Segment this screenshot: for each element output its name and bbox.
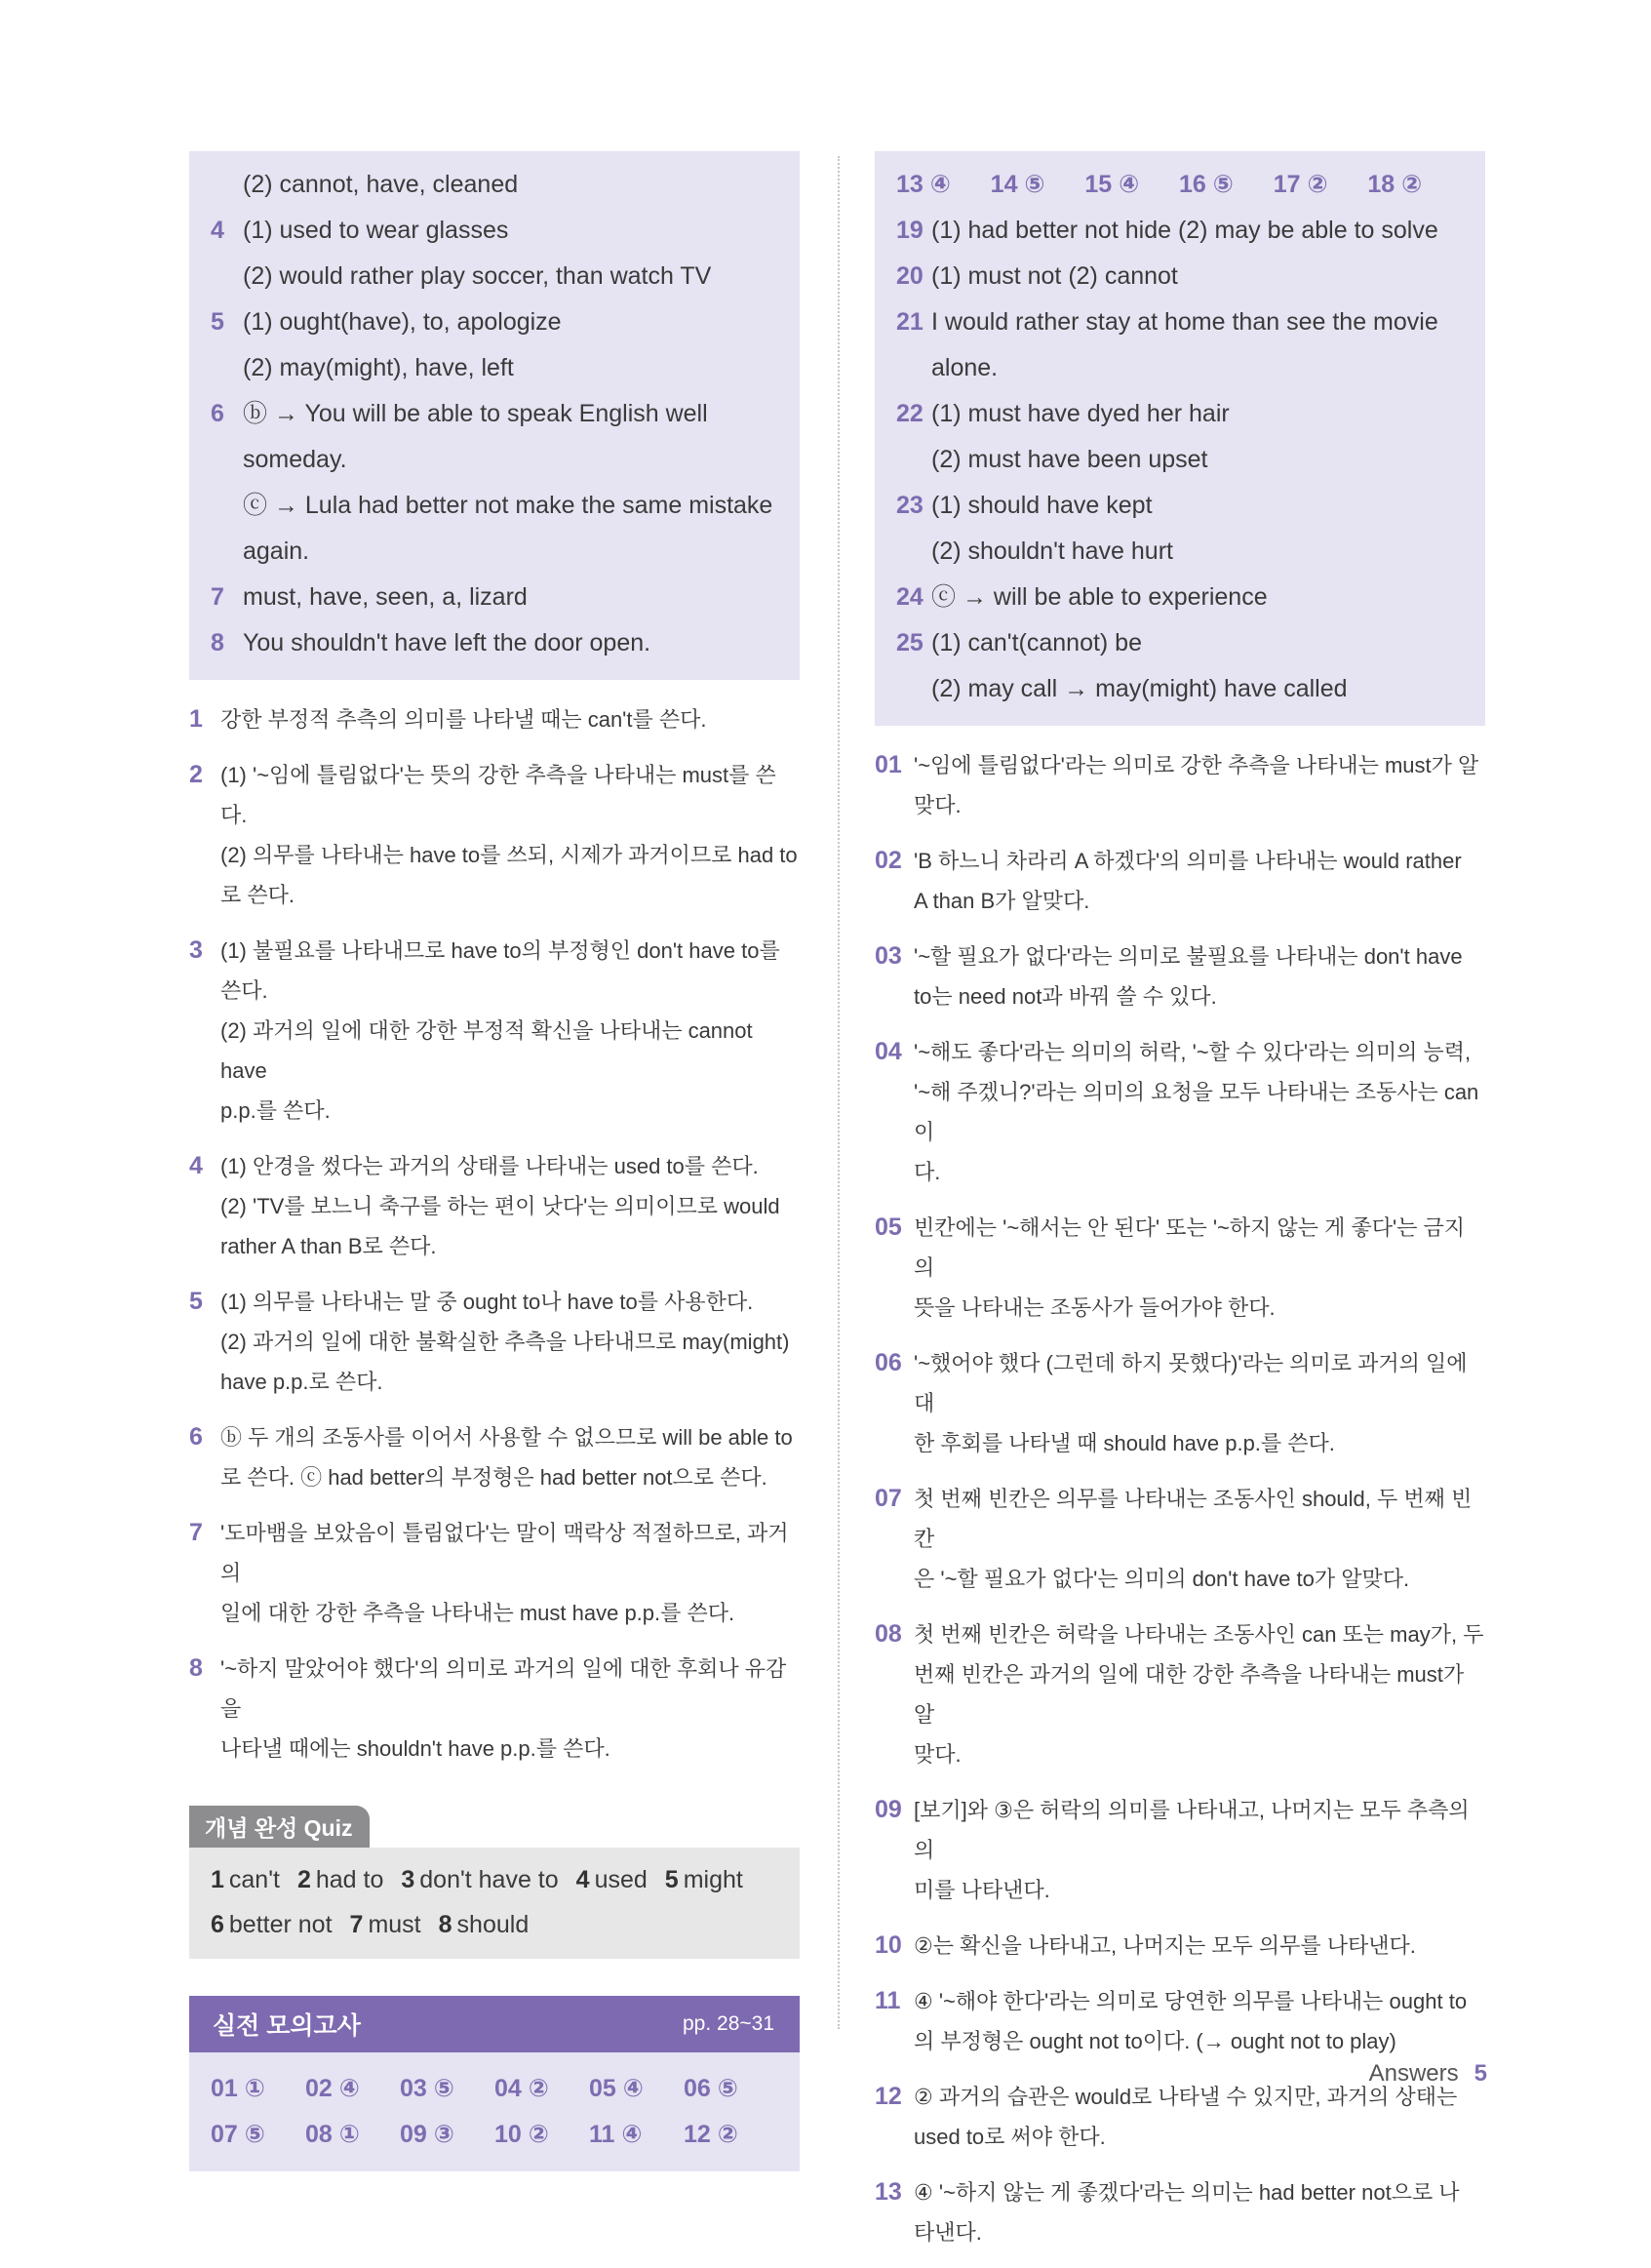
answer-line xyxy=(896,345,1462,391)
explanation-line: '~하지 말았어야 했다'의 의미로 과거의 일에 대한 후회나 유감을 xyxy=(220,1656,787,1721)
test-answer: 10 ② xyxy=(494,2121,549,2148)
answer-text: (2) cannot, have, cleaned xyxy=(243,171,519,198)
answer-item: 18 ② xyxy=(1367,171,1423,198)
explanation-line: '~임에 틀림없다'라는 의미로 강한 추측을 나타내는 must가 알 xyxy=(914,753,1479,777)
explanation-number: 04 xyxy=(875,1038,902,1065)
quiz-answer: used xyxy=(594,1866,648,1893)
explanation-number: 12 xyxy=(875,2083,902,2110)
explanation-item xyxy=(875,745,1485,825)
explanation-number: 02 xyxy=(875,847,902,874)
test-answer: 08 ① xyxy=(305,2121,360,2148)
answer-text: (1) ought(have), to, apologize xyxy=(243,308,562,336)
explanation-line: (1) 안경을 썼다는 과거의 상태를 나타내는 used to를 쓴다. xyxy=(220,1154,759,1178)
left-explanations xyxy=(189,699,800,1769)
left-answer-box xyxy=(189,151,800,680)
answer-line xyxy=(896,208,1462,254)
answer-text: again. xyxy=(243,537,310,565)
explanation-number: 7 xyxy=(189,1519,203,1546)
explanation-line: 맞다. xyxy=(914,793,962,817)
quiz-answer: can't xyxy=(228,1866,280,1893)
explanation-line: 은 '~할 필요가 없다'는 의미의 don't have to가 알맞다. xyxy=(914,1567,1410,1591)
explanation-text xyxy=(914,745,1485,825)
explanation-item xyxy=(875,1208,1485,1328)
answer-item: 17 ② xyxy=(1273,171,1328,198)
footer-label: Answers xyxy=(1368,2060,1459,2087)
explanation-text xyxy=(220,1513,800,1633)
test-answer: 07 ⑤ xyxy=(211,2121,265,2148)
answer-text: ⓒ → Lula had better not make the same mistake xyxy=(243,492,773,519)
answer-line xyxy=(211,437,776,483)
right-answer-box xyxy=(875,151,1485,726)
answer-number: 7 xyxy=(211,583,224,611)
test-row xyxy=(211,2112,778,2158)
answer-number: 19 xyxy=(896,217,924,244)
quiz-answer: must xyxy=(368,1911,421,1938)
answer-number: 20 xyxy=(896,262,924,290)
explanation-line: 빈칸에는 '~해서는 안 된다' 또는 '~하지 않는 게 좋다'는 금지의 xyxy=(914,1215,1466,1280)
answer-number: 21 xyxy=(896,308,924,336)
test-answer: 06 ⑤ xyxy=(684,2075,738,2102)
answer-number: 8 xyxy=(211,629,224,657)
explanation-number: 2 xyxy=(189,761,203,788)
answer-line xyxy=(211,529,776,575)
quiz-answer: don't have to xyxy=(419,1866,559,1893)
test-answer: 03 ⑤ xyxy=(400,2075,454,2102)
explanation-line: 나타낼 때에는 shouldn't have p.p.를 쓴다. xyxy=(220,1736,610,1761)
test-header xyxy=(189,1996,800,2052)
quiz-box xyxy=(189,1848,800,1959)
explanation-line: (1) '~임에 틀림없다'는 뜻의 강한 추측을 나타내는 must를 쓴다. xyxy=(220,763,776,827)
explanation-text xyxy=(914,1614,1485,1774)
explanation-line: 일에 대한 강한 추측을 나타내는 must have p.p.를 쓴다. xyxy=(220,1601,735,1625)
quiz-number: 4 xyxy=(575,1866,590,1893)
answer-text: someday. xyxy=(243,446,347,473)
quiz-number: 8 xyxy=(438,1911,452,1938)
explanation-item xyxy=(875,1926,1485,1966)
explanation-number: 01 xyxy=(875,751,902,778)
explanation-number: 1 xyxy=(189,705,203,733)
explanation-line: p.p.를 쓴다. xyxy=(220,1098,331,1123)
quiz-number: 3 xyxy=(401,1866,415,1893)
explanation-number: 11 xyxy=(875,1987,901,2014)
explanation-text xyxy=(220,1649,800,1769)
explanation-item xyxy=(189,1417,800,1497)
explanation-line: '~할 필요가 없다'라는 의미로 불필요를 나타내는 don't have xyxy=(914,944,1463,969)
page-footer xyxy=(1369,2060,1487,2088)
answer-line xyxy=(896,483,1462,529)
test-answer: 09 ③ xyxy=(400,2121,454,2148)
test-answer: 02 ④ xyxy=(305,2075,360,2102)
answer-line xyxy=(896,254,1462,299)
answer-line xyxy=(211,483,776,529)
explanation-line: (2) 과거의 일에 대한 불확실한 추측을 나타내므로 may(might) xyxy=(220,1330,790,1354)
test-pages: pp. 28~31 xyxy=(682,2012,774,2035)
answer-number: 4 xyxy=(211,217,224,244)
explanation-text xyxy=(220,931,800,1131)
explanation-text xyxy=(914,936,1485,1016)
explanation-line: 첫 번째 빈칸은 허락을 나타내는 조동사인 can 또는 may가, 두 xyxy=(914,1622,1484,1647)
answer-text: I would rather stay at home than see the movie xyxy=(931,308,1438,336)
answer-item: 13 ④ xyxy=(896,171,951,198)
answer-line xyxy=(211,345,776,391)
explanation-line: '~해 주겠니?'라는 의미의 요청을 모두 나타내는 조동사는 can이 xyxy=(914,1080,1479,1144)
answer-line xyxy=(211,391,776,437)
answer-text: (1) had better not hide (2) may be able to solve xyxy=(931,217,1438,244)
answer-number: 22 xyxy=(896,400,924,427)
explanation-line: used to로 써야 한다. xyxy=(914,2125,1106,2149)
answer-text: ⓑ → You will be able to speak English well xyxy=(243,400,708,427)
quiz-row xyxy=(211,1902,778,1947)
answer-text: (2) may(might), have, left xyxy=(243,354,514,381)
explanation-line: 타낸다. xyxy=(914,2220,982,2245)
answer-text: (1) must not (2) cannot xyxy=(931,262,1178,290)
explanation-text xyxy=(914,2172,1485,2252)
quiz-answer: should xyxy=(456,1911,530,1938)
explanation-line: (2) 과거의 일에 대한 강한 부정적 확신을 나타내는 cannot have xyxy=(220,1018,753,1083)
explanation-number: 8 xyxy=(189,1654,203,1682)
explanation-line: (2) 'TV를 보느니 축구를 하는 편이 낫다'는 의미이므로 would xyxy=(220,1194,780,1218)
answer-text: (2) may call → may(might) have called xyxy=(931,675,1348,702)
explanation-item xyxy=(189,1513,800,1633)
answer-row-13-18 xyxy=(896,162,1462,208)
explanation-line: (2) 의무를 나타내는 have to를 쓰되, 시제가 과거이므로 had to xyxy=(220,843,798,867)
explanation-line: '~해도 좋다'라는 의미의 허락, '~할 수 있다'라는 의미의 능력, xyxy=(914,1040,1472,1064)
answer-line xyxy=(896,620,1462,666)
explanation-line: 의 부정형은 ought not to이다. (→ ought not to play) xyxy=(914,2029,1396,2053)
answer-text: must, have, seen, a, lizard xyxy=(243,583,528,611)
answer-number: 6 xyxy=(211,400,224,427)
answer-item: 15 ④ xyxy=(1084,171,1140,198)
explanation-line: 번째 빈칸은 과거의 일에 대한 강한 추측을 나타내는 must가 알 xyxy=(914,1662,1465,1727)
answer-number: 24 xyxy=(896,583,924,611)
explanation-line: ② 과거의 습관은 would로 나타낼 수 있지만, 과거의 상태는 xyxy=(914,2085,1458,2109)
quiz-number: 2 xyxy=(296,1866,311,1893)
explanation-item xyxy=(189,1146,800,1266)
test-title: 실전 모의고사 xyxy=(213,2012,361,2040)
explanation-line: ②는 확신을 나타내고, 나머지는 모두 의무를 나타낸다. xyxy=(914,1933,1416,1958)
explanation-item xyxy=(189,1649,800,1769)
explanation-text xyxy=(914,1926,1485,1966)
answer-line xyxy=(211,299,776,345)
test-answer: 05 ④ xyxy=(589,2075,644,2102)
explanation-text xyxy=(914,1790,1485,1910)
explanation-line: 맞다. xyxy=(914,1742,962,1767)
explanation-number: 03 xyxy=(875,942,902,970)
explanation-item xyxy=(875,1343,1485,1463)
explanation-line: 'B 하느니 차라리 A 하겠다'의 의미를 나타내는 would rather xyxy=(914,849,1462,873)
answer-text: (2) must have been upset xyxy=(931,446,1208,473)
explanation-line: to는 need not과 바꿔 쓸 수 있다. xyxy=(914,984,1217,1009)
answer-text: (1) must have dyed her hair xyxy=(931,400,1230,427)
explanation-line: ④ '~하지 않는 게 좋겠다'라는 의미는 had better not으로 나 xyxy=(914,2180,1460,2205)
quiz-number: 7 xyxy=(349,1911,364,1938)
answer-line xyxy=(211,254,776,299)
explanation-number: 6 xyxy=(189,1423,203,1451)
explanation-number: 06 xyxy=(875,1349,902,1376)
explanation-number: 13 xyxy=(875,2178,902,2206)
explanation-text xyxy=(220,699,800,739)
test-answer-box xyxy=(189,2052,800,2171)
explanation-text xyxy=(914,2077,1485,2157)
quiz-answer: had to xyxy=(315,1866,384,1893)
explanation-line: [보기]와 ③은 허락의 의미를 나타내고, 나머지는 모두 추측의 의 xyxy=(914,1798,1470,1862)
explanation-item xyxy=(875,1790,1485,1910)
explanation-line: have p.p.로 쓴다. xyxy=(220,1370,383,1394)
test-answer: 11 ④ xyxy=(589,2121,643,2148)
explanation-line: 한 후회를 나타낼 때 should have p.p.를 쓴다. xyxy=(914,1431,1335,1455)
answer-line xyxy=(896,529,1462,575)
answer-line xyxy=(896,391,1462,437)
explanation-number: 05 xyxy=(875,1214,902,1241)
quiz-label: 개념 완성 Quiz xyxy=(189,1806,370,1848)
answer-line xyxy=(896,437,1462,483)
explanation-item xyxy=(875,2172,1485,2252)
explanation-text xyxy=(220,1146,800,1266)
explanation-number: 10 xyxy=(875,1931,902,1959)
right-explanations xyxy=(875,745,1485,2252)
answer-text: (1) should have kept xyxy=(931,492,1153,519)
explanation-text xyxy=(220,1282,800,1402)
explanation-line: 강한 부정적 추측의 의미를 나타낼 때는 can't를 쓴다. xyxy=(220,707,707,732)
explanation-line: '도마뱀을 보았음이 틀림없다'는 말이 맥락상 적절하므로, 과거의 xyxy=(220,1521,789,1585)
explanation-line: 로 쓴다. ⓒ had better의 부정형은 had better not으로 쓴다. xyxy=(220,1465,767,1490)
quiz-answer: better not xyxy=(228,1911,333,1938)
answer-item: 16 ⑤ xyxy=(1179,171,1234,198)
explanation-item xyxy=(189,931,800,1131)
answer-line xyxy=(211,162,776,208)
column-divider xyxy=(838,156,840,2029)
answer-text: alone. xyxy=(931,354,999,381)
explanation-text xyxy=(914,1032,1485,1192)
explanation-item xyxy=(875,1032,1485,1192)
explanation-line: 쓴다. xyxy=(220,978,268,1003)
explanation-number: 4 xyxy=(189,1152,203,1179)
explanation-line: 미를 나타낸다. xyxy=(914,1878,1050,1902)
explanation-line: 첫 번째 빈칸은 의무를 나타내는 조동사인 should, 두 번째 빈칸 xyxy=(914,1487,1473,1551)
explanation-text xyxy=(220,755,800,915)
quiz-number: 1 xyxy=(211,1866,224,1893)
answer-number: 25 xyxy=(896,629,924,657)
quiz-number: 5 xyxy=(664,1866,679,1893)
answer-text: (2) would rather play soccer, than watch TV xyxy=(243,262,712,290)
explanation-line: ④ '~해야 한다'라는 의미로 당연한 의무를 나타내는 ought to xyxy=(914,1989,1468,2013)
explanation-line: (1) 의무를 나타내는 말 중 ought to나 have to를 사용한다. xyxy=(220,1290,754,1314)
explanation-item xyxy=(189,1282,800,1402)
answer-number: 23 xyxy=(896,492,924,519)
answer-number: 5 xyxy=(211,308,224,336)
quiz-number: 6 xyxy=(211,1911,224,1938)
explanation-line: 뜻을 나타내는 조동사가 들어가야 한다. xyxy=(914,1295,1276,1320)
answer-line xyxy=(211,575,776,620)
explanation-number: 08 xyxy=(875,1620,902,1648)
explanation-text xyxy=(914,1981,1485,2061)
explanation-item xyxy=(875,1614,1485,1774)
explanation-number: 3 xyxy=(189,936,203,964)
test-row xyxy=(211,2066,778,2112)
explanation-text xyxy=(914,1343,1485,1463)
explanation-item xyxy=(875,2077,1485,2157)
explanation-text xyxy=(914,1479,1485,1599)
explanation-item xyxy=(875,936,1485,1016)
explanation-item xyxy=(875,1479,1485,1599)
test-answer: 01 ① xyxy=(211,2075,265,2102)
explanation-text xyxy=(914,1208,1485,1328)
left-column xyxy=(189,151,800,2171)
explanation-line: 로 쓴다. xyxy=(220,883,295,907)
explanation-text xyxy=(914,841,1485,921)
explanation-item xyxy=(875,1981,1485,2061)
explanation-number: 5 xyxy=(189,1288,203,1315)
answer-text: (1) used to wear glasses xyxy=(243,217,509,244)
quiz-answer: might xyxy=(683,1866,743,1893)
explanation-number: 09 xyxy=(875,1796,902,1823)
page-number: 5 xyxy=(1474,2060,1487,2087)
explanation-number: 07 xyxy=(875,1485,902,1512)
explanation-item xyxy=(875,841,1485,921)
explanation-line: (1) 불필요를 나타내므로 have to의 부정형인 don't have to를 xyxy=(220,938,780,963)
explanation-text xyxy=(220,1417,800,1497)
answer-item: 14 ⑤ xyxy=(990,171,1045,198)
explanation-line: rather A than B로 쓴다. xyxy=(220,1234,437,1258)
test-answer: 04 ② xyxy=(494,2075,549,2102)
explanation-item xyxy=(189,699,800,739)
answer-line xyxy=(896,299,1462,345)
explanation-item xyxy=(189,755,800,915)
explanation-line: 다. xyxy=(914,1160,941,1184)
answer-line xyxy=(896,666,1462,712)
answer-text: (1) can't(cannot) be xyxy=(931,629,1142,657)
explanation-line: A than B가 알맞다. xyxy=(914,889,1090,913)
test-answer: 12 ② xyxy=(684,2121,738,2148)
explanation-line: ⓑ 두 개의 조동사를 이어서 사용할 수 없으므로 will be able to xyxy=(220,1425,793,1450)
answer-text: You shouldn't have left the door open. xyxy=(243,629,651,657)
quiz-row xyxy=(211,1857,778,1902)
answer-text: (2) shouldn't have hurt xyxy=(931,537,1173,565)
explanation-line: '~했어야 했다 (그런데 하지 못했다)'라는 의미로 과거의 일에 대 xyxy=(914,1351,1468,1415)
answer-line xyxy=(211,620,776,666)
answer-text: ⓒ → will be able to experience xyxy=(931,583,1268,611)
right-column xyxy=(875,151,1485,2268)
answer-line xyxy=(211,208,776,254)
answer-line xyxy=(896,575,1462,620)
